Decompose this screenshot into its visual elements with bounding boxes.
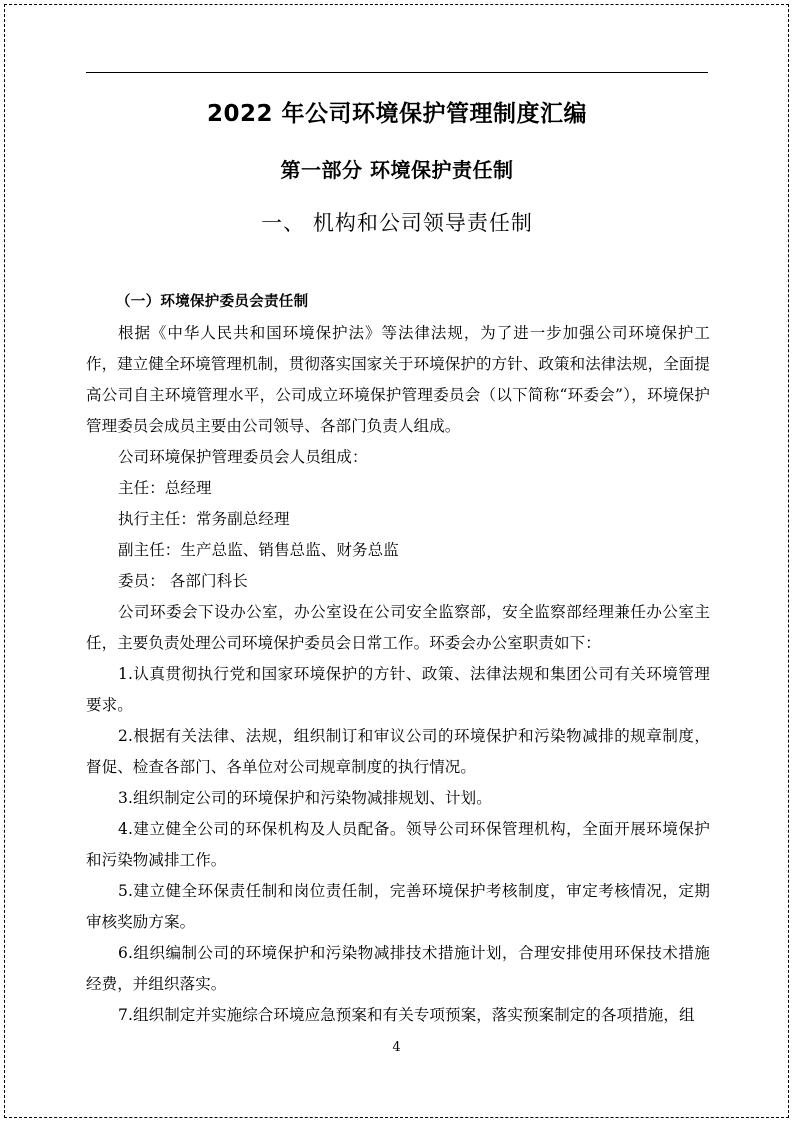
list-item: 2.根据有关法律、法规，组织制订和审议公司的环境保护和污染物减排的规章制度，督促、检查各部门、各单位对公司规章制度的执行情况。 — [86, 727, 710, 776]
paragraph: 副主任：生产总监、销售总监、财务总监 — [118, 541, 399, 559]
page-title: 2022 年公司环境保护管理制度汇编 — [206, 101, 588, 127]
list-item: 5.建立健全环保责任制和岗位责任制，完善环境保护考核制度，审定考核情况，定期审核奖励方案。 — [86, 882, 710, 931]
paragraph: 公司环境保护管理委员会人员组成： — [118, 448, 368, 466]
paragraph: 根据《中华人民共和国环境保护法》等法律法规，为了进一步加强公司环境保护工作，建立健全环境管理机制，贯彻落实国家关于环境保护的方针、政策和法律法规，全面提高公司自主环境管理水平，公司成立环境保护管理委员会（以下简称“环委会”），环境保护管理委员会成员主要由公司领导、各部门负责人组成。 — [86, 324, 711, 435]
list-item: 6.组织编制公司的环境保护和污染物减排技术措施计划，合理安排使用环保技术措施经费，并组织落实。 — [86, 944, 710, 993]
header-divider-rule — [86, 72, 708, 73]
list-item: 1.认真贯彻执行党和国家环境保护的方针、政策、法律法规和集团公司有关环境管理要求。 — [86, 665, 710, 714]
section-heading: 一、 机构和公司领导责任制 — [261, 211, 533, 235]
document-body — [86, 288, 710, 1031]
paragraph: 公司环委会下设办公室，办公室设在公司安全监察部，安全监察部经理兼任办公室主任，主要负责处理公司环境保护委员会日常工作。环委会办公室职责如下： — [86, 603, 710, 652]
list-item: 4.建立健全公司的环保机构及人员配备。领导公司环保管理机构，全面开展环境保护和污染物减排工作。 — [86, 820, 710, 869]
page-number: 4 — [392, 1040, 401, 1055]
paragraph: 主任：总经理 — [118, 479, 212, 497]
paragraph: 委员： 各部门科长 — [118, 572, 248, 590]
list-item: 3.组织制定公司的环境保护和污染物减排规划、计划。 — [118, 789, 492, 807]
document-part-subtitle: 第一部分 环境保护责任制 — [280, 158, 514, 182]
sub-heading: （一）环境保护委员会责任制 — [116, 294, 309, 310]
list-item: 7.组织制定并实施综合环境应急预案和有关专项预案，落实预案制定的各项措施，组 — [118, 1006, 695, 1024]
paragraph: 执行主任：常务副总经理 — [118, 510, 290, 528]
